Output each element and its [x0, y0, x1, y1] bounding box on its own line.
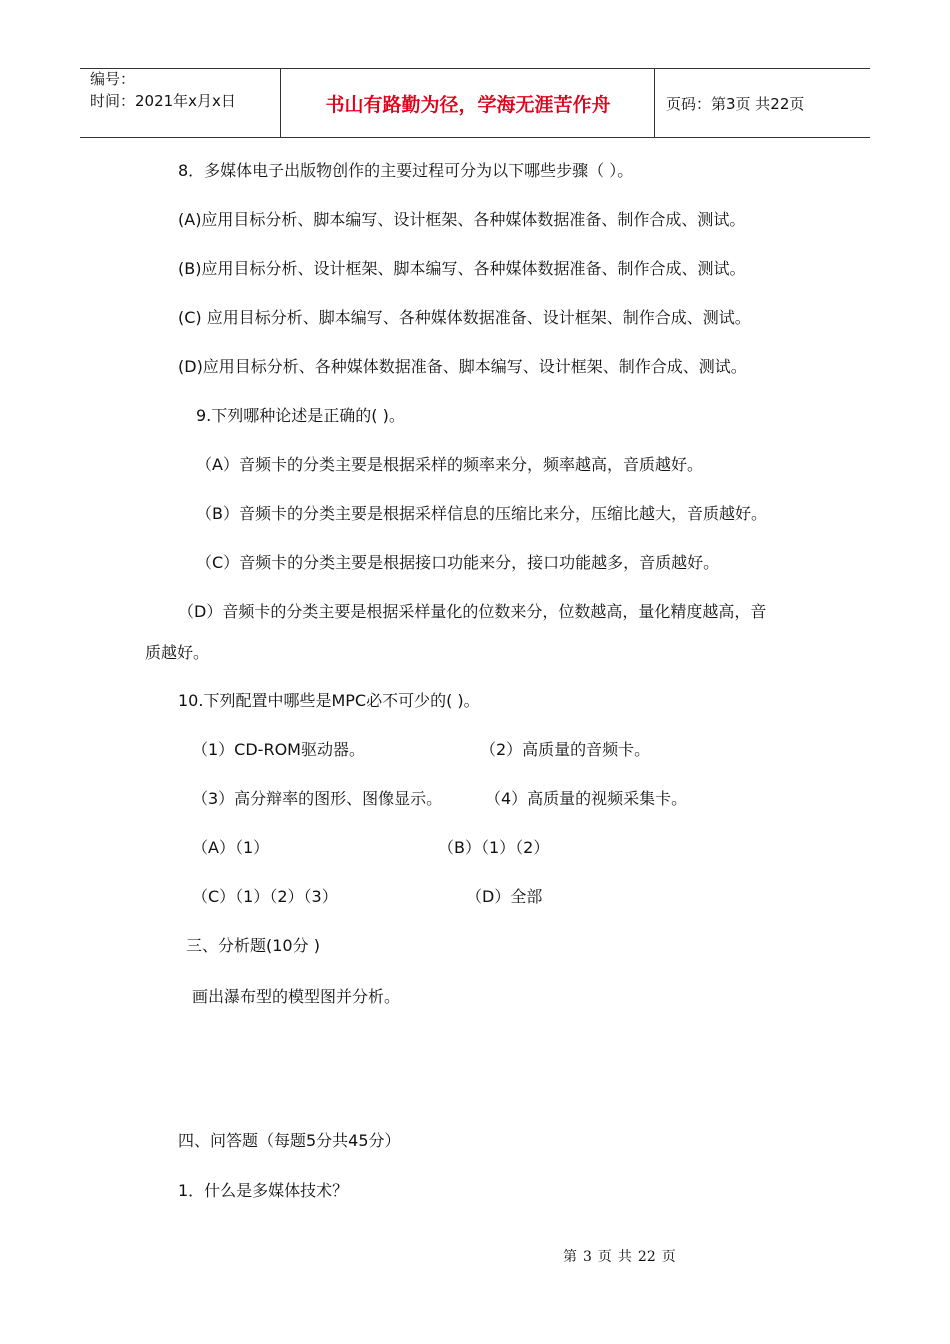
- section-3-prompt: 画出瀑布型的模型图并分析。: [192, 987, 401, 1006]
- question-10-item-1: （1）CD-ROM驱动器。: [192, 740, 365, 759]
- number-label: 编号：: [90, 70, 136, 88]
- date-label: 时间：2021年x月x日: [90, 92, 236, 110]
- question-9-option-a: （A）音频卡的分类主要是根据采样的频率来分，频率越高，音质越好。: [196, 455, 703, 474]
- question-10-item-2: （2）高质量的音频卡。: [480, 740, 651, 759]
- footer-text: 第: [563, 1249, 577, 1265]
- question-9-option-c: （C）音频卡的分类主要是根据接口功能来分，接口功能越多，音质越好。: [196, 553, 720, 572]
- question-8-stem: 8．多媒体电子出版物创作的主要过程可分为以下哪些步骤（ ）。: [178, 161, 634, 180]
- question-9-stem: 9.下列哪种论述是正确的( )。: [196, 406, 405, 425]
- motto: 书山有路勤为径，学海无涯苦作舟: [325, 94, 611, 116]
- section-4-question-1: 1．什么是多媒体技术？: [178, 1181, 349, 1200]
- question-10-option-b: （B）（1）（2）: [438, 838, 550, 857]
- question-8-option-d: (D)应用目标分析、各种媒体数据准备、脚本编写、设计框架、制作合成、测试。: [178, 357, 747, 376]
- question-9-option-d-cont: 质越好。: [145, 643, 210, 662]
- question-10-item-4: （4）高质量的视频采集卡。: [485, 789, 688, 808]
- question-10-option-a: （A）（1）: [192, 838, 270, 857]
- footer-text: 页: [597, 1249, 612, 1265]
- question-9-option-d: （D）音频卡的分类主要是根据采样量化的位数来分，位数越高，量化精度越高，音: [178, 602, 767, 621]
- question-10-option-d: （D）全部: [466, 887, 543, 906]
- question-9-option-b: （B）音频卡的分类主要是根据采样信息的压缩比来分，压缩比越大，音质越好。: [196, 504, 767, 523]
- question-10-item-3: （3）高分辩率的图形、图像显示。: [192, 789, 443, 808]
- page-info: 页码：第3页 共22页: [666, 95, 805, 113]
- footer-text: 页: [661, 1249, 676, 1265]
- question-10-option-c: （C）（1）（2）（3）: [192, 887, 338, 906]
- section-3-title: 三、分析题(10分 ): [186, 936, 320, 955]
- question-8-option-a: (A)应用目标分析、脚本编写、设计框架、各种媒体数据准备、制作合成、测试。: [178, 210, 746, 229]
- header-divider: [654, 69, 655, 137]
- question-8-option-b: (B)应用目标分析、设计框架、脚本编写、各种媒体数据准备、制作合成、测试。: [178, 259, 746, 278]
- question-10-stem: 10.下列配置中哪些是MPC必不可少的( )。: [178, 691, 480, 710]
- footer-page-number: 3: [583, 1249, 592, 1265]
- page-header: [80, 68, 870, 138]
- page-footer: [563, 1246, 682, 1266]
- section-4-title: 四、问答题（每题5分共45分）: [178, 1131, 401, 1150]
- header-divider: [280, 69, 281, 137]
- question-8-option-c: (C) 应用目标分析、脚本编写、各种媒体数据准备、设计框架、制作合成、测试。: [178, 308, 751, 327]
- footer-text: 共: [617, 1249, 632, 1265]
- footer-total-pages: 22: [637, 1249, 656, 1265]
